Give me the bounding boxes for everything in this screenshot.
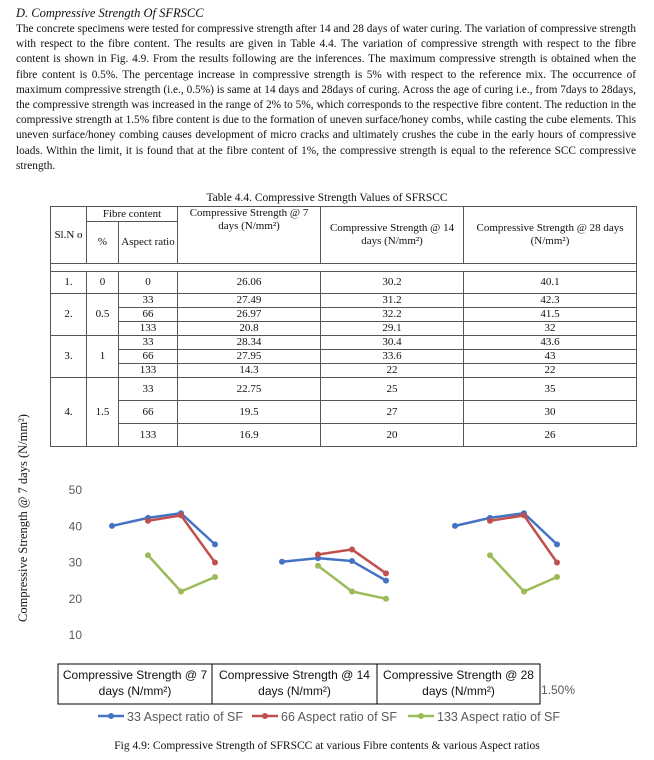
cell-cs14: 31.2 bbox=[321, 294, 464, 308]
cell-slno: 1. bbox=[51, 272, 87, 294]
header-cs14: Compressive Strength @ 14 days (N/mm²) bbox=[321, 207, 464, 264]
cell-cs7: 27.49 bbox=[178, 294, 321, 308]
cell-aspect-ratio: 133 bbox=[119, 364, 178, 378]
table-row bbox=[51, 294, 637, 308]
cell-slno: 4. bbox=[51, 378, 87, 447]
data-point bbox=[487, 552, 493, 558]
category-label: Compressive Strength @ 28 bbox=[383, 668, 534, 682]
cell-percent: 0.5 bbox=[87, 294, 119, 336]
data-point bbox=[212, 574, 218, 580]
body-paragraph: The concrete specimens were tested for compressive strength after 14 and 28 days of water curing. The variation of compressive strength with respect to the fibre content. The results are given in Table 4.4. The variation of compressive strength with respect to the fibre content is shown in Fig. 4.9. From the results following are the inferences. The maximum compressive strength is obtained when the fibre content is 0.5%. The percentage increase in compressive strength is 5% with respect to the reference mix. The occurrence of maximum compressive strength (i.e., 0.5%) is same at 14 days and 28days of curing. Across the age of curing i.e., from 7days to 28days, the compressive strength was increased in the range of 2% to 5%, which corresponds to the respective fibre content. The reduction in the compressive strength at 1.5% fibre content is due to the formation of uneven surface/honey combs, while casting the cube elements. This uneven surface/honey combing causes development of micro cracks and ultimately crushes the cube in the early hours of compressive loads. Within the limit, it is found that at the fibre content of 1%, the compressive strength is equal to the reference SCC compressive strength. bbox=[16, 23, 636, 172]
cell-cs28: 40.1 bbox=[464, 272, 637, 294]
data-point bbox=[487, 518, 493, 524]
table-row bbox=[51, 401, 637, 424]
cell-cs14: 27 bbox=[321, 401, 464, 424]
data-point bbox=[145, 552, 151, 558]
data-point bbox=[554, 541, 560, 547]
data-point bbox=[349, 589, 355, 595]
cell-cs14: 20 bbox=[321, 424, 464, 447]
section-heading: D. Compressive Strength Of SFRSCC bbox=[16, 6, 204, 20]
data-point bbox=[383, 570, 389, 576]
data-point bbox=[212, 541, 218, 547]
cell-cs7: 26.06 bbox=[178, 272, 321, 294]
series-line bbox=[148, 515, 215, 562]
compressive-strength-chart bbox=[0, 470, 654, 740]
table-row bbox=[51, 322, 637, 336]
table-row bbox=[51, 336, 637, 350]
y-tick-label: 50 bbox=[68, 483, 82, 497]
data-point bbox=[349, 558, 355, 564]
data-point bbox=[315, 563, 321, 569]
header-percent: % bbox=[87, 222, 119, 264]
data-point bbox=[145, 518, 151, 524]
legend-marker bbox=[418, 713, 424, 719]
cell-cs14: 33.6 bbox=[321, 350, 464, 364]
cell-cs14: 30.4 bbox=[321, 336, 464, 350]
figure-caption: Fig 4.9: Compressive Strength of SFRSCC at various Fibre contents & various Aspect ratios bbox=[114, 740, 540, 752]
data-point bbox=[521, 512, 527, 518]
legend-marker bbox=[262, 713, 268, 719]
cell-cs28: 35 bbox=[464, 378, 637, 401]
data-point bbox=[452, 523, 458, 529]
cell-cs28: 26 bbox=[464, 424, 637, 447]
cell-cs7: 28.34 bbox=[178, 336, 321, 350]
table-row bbox=[51, 272, 637, 294]
data-point bbox=[178, 589, 184, 595]
data-point bbox=[315, 552, 321, 558]
data-point bbox=[178, 512, 184, 518]
header-aspect-ratio: Aspect ratio bbox=[119, 222, 178, 264]
cell-cs7: 20.8 bbox=[178, 322, 321, 336]
legend-label: 66 Aspect ratio of SF bbox=[281, 710, 398, 724]
data-point bbox=[279, 559, 285, 565]
category-label: days (N/mm²) bbox=[258, 684, 331, 698]
cell-aspect-ratio: 66 bbox=[119, 401, 178, 424]
legend-label: 133 Aspect ratio of SF bbox=[437, 710, 560, 724]
cell-cs7: 19.5 bbox=[178, 401, 321, 424]
cell-cs14: 25 bbox=[321, 378, 464, 401]
cell-aspect-ratio: 0 bbox=[119, 272, 178, 294]
series-line bbox=[490, 555, 557, 591]
cell-aspect-ratio: 133 bbox=[119, 322, 178, 336]
cell-cs28: 41.5 bbox=[464, 308, 637, 322]
cell-cs28: 30 bbox=[464, 401, 637, 424]
series-line bbox=[148, 555, 215, 591]
cell-cs14: 30.2 bbox=[321, 272, 464, 294]
x-tick-label: 1.50% bbox=[541, 683, 576, 697]
header-cs28: Compressive Strength @ 28 days (N/mm²) bbox=[464, 207, 637, 264]
cell-cs14: 32.2 bbox=[321, 308, 464, 322]
cell-slno: 2. bbox=[51, 294, 87, 336]
cell-cs28: 43 bbox=[464, 350, 637, 364]
cell-aspect-ratio: 66 bbox=[119, 350, 178, 364]
data-point bbox=[554, 560, 560, 566]
table-row bbox=[51, 350, 637, 364]
cell-cs7: 27.95 bbox=[178, 350, 321, 364]
cell-percent: 1.5 bbox=[87, 378, 119, 447]
compressive-strength-table bbox=[50, 206, 637, 447]
cell-cs14: 29.1 bbox=[321, 322, 464, 336]
table-caption: Table 4.4. Compressive Strength Values of SFRSCC bbox=[206, 192, 448, 204]
data-point bbox=[212, 560, 218, 566]
series-line bbox=[490, 515, 557, 562]
y-tick-label: 30 bbox=[68, 555, 82, 570]
data-point bbox=[383, 578, 389, 584]
data-point bbox=[349, 546, 355, 552]
cell-cs28: 43.6 bbox=[464, 336, 637, 350]
legend-label: 33 Aspect ratio of SF bbox=[127, 710, 244, 724]
cell-cs14: 22 bbox=[321, 364, 464, 378]
cell-cs28: 22 bbox=[464, 364, 637, 378]
cell-aspect-ratio: 33 bbox=[119, 336, 178, 350]
cell-cs28: 32 bbox=[464, 322, 637, 336]
table-row bbox=[51, 308, 637, 322]
y-tick-label: 20 bbox=[68, 591, 82, 606]
cell-cs28: 42.3 bbox=[464, 294, 637, 308]
cell-aspect-ratio: 33 bbox=[119, 378, 178, 401]
table-row bbox=[51, 364, 637, 378]
category-label: days (N/mm²) bbox=[98, 684, 172, 698]
data-point bbox=[521, 589, 527, 595]
cell-aspect-ratio: 33 bbox=[119, 294, 178, 308]
cell-slno: 3. bbox=[51, 336, 87, 378]
table-row bbox=[51, 378, 637, 401]
legend-marker bbox=[108, 713, 114, 719]
data-point bbox=[383, 596, 389, 602]
cell-percent: 0 bbox=[87, 272, 119, 294]
header-slno: Sl.N o bbox=[51, 207, 87, 264]
y-tick-label: 40 bbox=[68, 519, 82, 534]
cell-cs7: 26.97 bbox=[178, 308, 321, 322]
chart-y-axis-label: Compressive Strength @ 7 days (N/mm²) bbox=[16, 414, 30, 622]
data-point bbox=[109, 523, 115, 529]
cell-aspect-ratio: 66 bbox=[119, 308, 178, 322]
cell-aspect-ratio: 133 bbox=[119, 424, 178, 447]
category-label: days (N/mm²) bbox=[422, 684, 495, 698]
category-label: Compressive Strength @ 7 bbox=[62, 668, 208, 682]
cell-cs7: 16.9 bbox=[178, 424, 321, 447]
cell-cs7: 22.75 bbox=[178, 378, 321, 401]
header-cs7: Compressive Strength @ 7 days (N/mm²) bbox=[178, 207, 321, 264]
data-point bbox=[554, 574, 560, 580]
cell-cs7: 14.3 bbox=[178, 364, 321, 378]
table-row bbox=[51, 424, 637, 447]
category-label: Compressive Strength @ 14 bbox=[219, 668, 370, 682]
y-tick-label: 10 bbox=[68, 628, 82, 642]
header-fibre-content: Fibre content bbox=[87, 207, 178, 222]
cell-percent: 1 bbox=[87, 336, 119, 378]
